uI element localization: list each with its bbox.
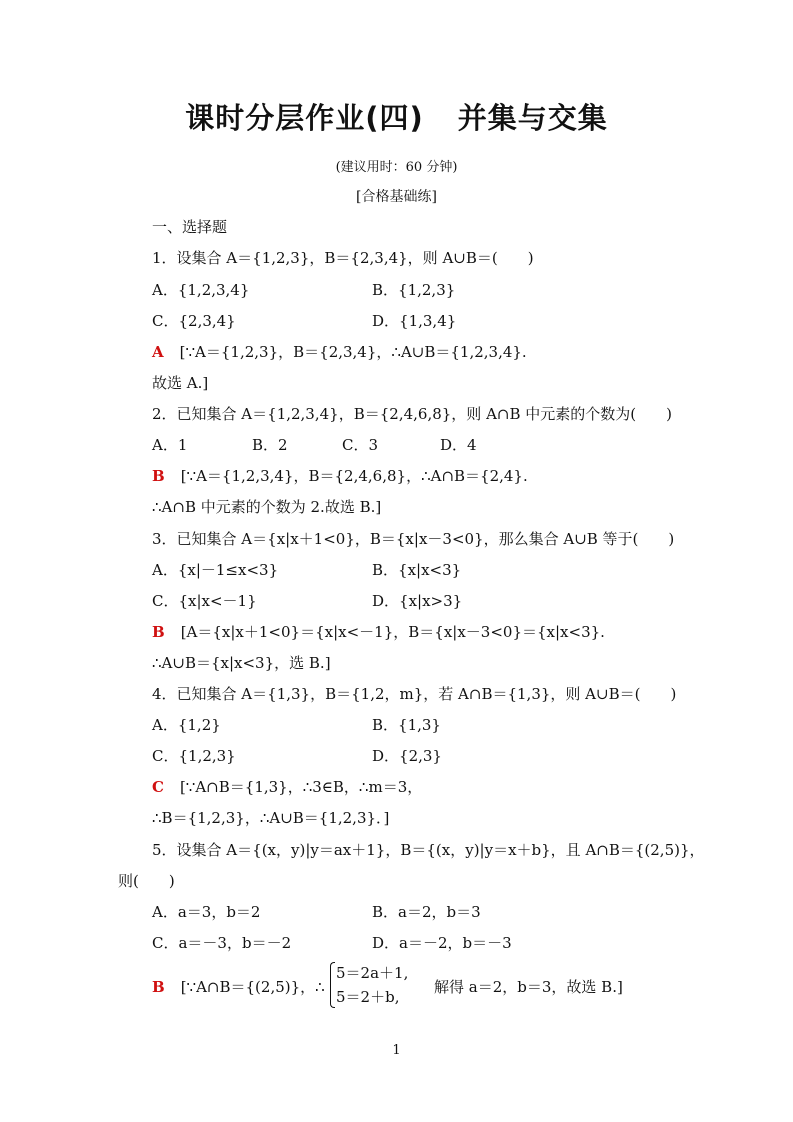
q5-explanation-pre: [∵A∩B＝{(2,5)}，∴ (180, 978, 325, 996)
q1-answer: A (152, 343, 164, 361)
q3-option-b: B．{x|x<3} (372, 561, 462, 579)
q1-explanation-line1: [∵A＝{1,2,3}，B＝{2,3,4}，∴A∪B＝{1,2,3,4}. (179, 343, 527, 361)
q4-explanation-line2: ∴B＝{1,2,3}，∴A∪B＝{1,2,3}．] (152, 809, 390, 827)
section-heading: 一、选择题 (152, 218, 228, 236)
q3-explanation-line1: [A＝{x|x＋1<0}＝{x|x<－1}，B＝{x|x－3<0}＝{x|x<3}. (180, 623, 605, 641)
q2-option-a: A．1 (152, 436, 188, 454)
title-left: 课时分层作业(四) (185, 101, 424, 135)
q4-stem: 4．已知集合 A＝{1,3}，B＝{1,2，m}，若 A∩B＝{1,3}，则 A∪B＝( ) (152, 685, 677, 703)
q4-option-b: B．{1,3} (372, 716, 441, 734)
q5-answer: B (152, 978, 165, 996)
q4-option-a: A．{1,2} (152, 716, 221, 734)
q3-explanation-line2: ∴A∪B＝{x|x<3}，选 B.] (152, 654, 331, 672)
q2-explanation-line2: ∴A∩B 中元素的个数为 2.故选 B.] (152, 498, 382, 516)
q4-option-d: D．{2,3} (372, 747, 442, 765)
q1-option-d: D．{1,3,4} (372, 312, 457, 330)
q3-answer: B (152, 623, 165, 641)
page-number: 1 (392, 1043, 401, 1058)
q4-explanation (152, 776, 422, 797)
equation-1: 5＝2a＋1, (336, 964, 409, 982)
q1-explanation (152, 341, 527, 362)
equation-system (330, 958, 410, 1010)
q5-option-d: D．a＝－2，b＝－3 (372, 934, 512, 952)
level-label: [合格基础练] (356, 189, 437, 205)
page-title (0, 96, 793, 137)
q3-explanation (152, 621, 605, 642)
q1-option-b: B．{1,2,3} (372, 281, 456, 299)
time-hint: (建议用时：60 分钟) (335, 160, 458, 175)
q3-option-c: C．{x|x<－1} (152, 592, 257, 610)
q5-stem-line2: 则( ) (118, 872, 175, 890)
q2-stem: 2．已知集合 A＝{1,2,3,4}，B＝{2,4,6,8}，则 A∩B 中元素的个数为( ) (152, 405, 672, 423)
q3-option-d: D．{x|x>3} (372, 592, 463, 610)
q2-option-c: C．3 (342, 436, 379, 454)
q1-option-c: C．{2,3,4} (152, 312, 236, 330)
q3-stem: 3．已知集合 A＝{x|x＋1<0}，B＝{x|x－3<0}，那么集合 A∪B 等于( ) (152, 530, 675, 548)
q5-option-b: B．a＝2，b＝3 (372, 903, 481, 921)
q2-answer: B (152, 467, 165, 485)
q4-explanation-line1: [∵A∩B＝{1,3}，∴3∈B，∴m＝3， (179, 778, 423, 796)
q2-explanation-line1: [∵A＝{1,2,3,4}，B＝{2,4,6,8}，∴A∩B＝{2,4}. (180, 467, 528, 485)
title-right: 并集与交集 (457, 101, 608, 135)
q2-explanation (152, 465, 528, 486)
left-brace (330, 962, 335, 1008)
q1-option-a: A．{1,2,3,4} (152, 281, 250, 299)
equation-2: 5＝2＋b, (336, 988, 400, 1006)
q1-explanation-line2: 故选 A.] (152, 374, 209, 392)
q2-option-d: D．4 (440, 436, 477, 454)
q2-option-b: B．2 (252, 436, 288, 454)
q5-stem: 5．设集合 A＝{(x，y)|y＝ax＋1}，B＝{(x，y)|y＝x＋b}，且 A∩B＝{(2,5)}， (152, 841, 705, 859)
q5-explanation (152, 976, 325, 997)
q4-answer: C (152, 778, 164, 796)
q3-option-a: A．{x|－1≤x<3} (152, 561, 279, 579)
q5-option-c: C．a＝－3，b＝－2 (152, 934, 292, 952)
q4-option-c: C．{1,2,3} (152, 747, 236, 765)
q5-explanation-post: 解得 a＝2，b＝3，故选 B.] (434, 978, 623, 996)
q1-stem: 1．设集合 A＝{1,2,3}，B＝{2,3,4}，则 A∪B＝( ) (152, 249, 534, 267)
q5-option-a: A．a＝3，b＝2 (152, 903, 261, 921)
